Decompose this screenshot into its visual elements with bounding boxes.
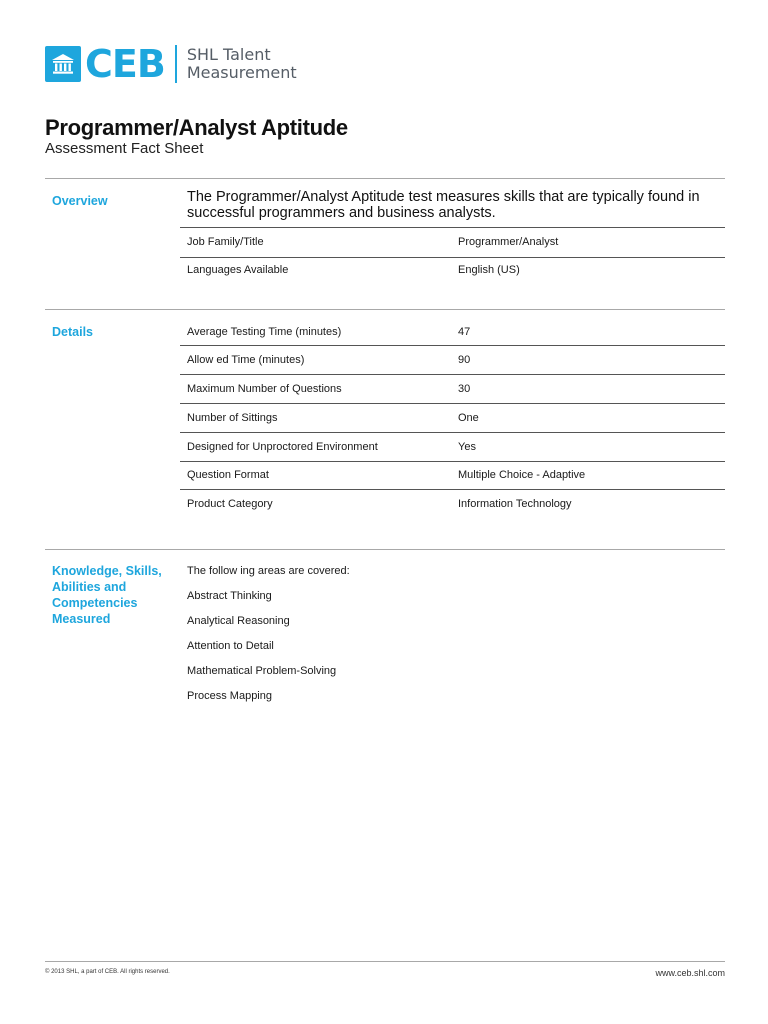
brand-logo (45, 44, 297, 84)
footer-divider (45, 961, 725, 962)
table-row-key: Average Testing Time (minutes) (187, 326, 342, 338)
table-row-key: Number of Sittings (187, 412, 278, 424)
table-row-value: Programmer/Analyst (458, 236, 559, 248)
bank-building-icon (45, 46, 81, 82)
row-divider (180, 432, 725, 433)
table-row-value: 47 (458, 326, 471, 338)
list-item: Analytical Reasoning (187, 615, 290, 627)
page-subtitle: Assessment Fact Sheet (45, 140, 204, 157)
list-item: Process Mapping (187, 690, 272, 702)
copyright-text: © 2013 SHL, a part of CEB. All rights reserved. (45, 969, 170, 975)
table-row-value: Multiple Choice - Adaptive (458, 469, 586, 481)
overview-description: The Programmer/Analyst Aptitude test measures skills that are typically found in successful programmers and business analysts. (187, 189, 700, 221)
table-row-key: Designed for Unproctored Environment (187, 441, 378, 453)
list-item: Abstract Thinking (187, 590, 272, 602)
table-row-value: English (US) (458, 264, 520, 276)
row-divider (180, 227, 725, 228)
table-row-key: Allow ed Time (minutes) (187, 354, 305, 366)
website-link[interactable]: www.ceb.shl.com (655, 968, 725, 978)
row-divider (180, 257, 725, 258)
row-divider (180, 345, 725, 346)
table-row-value: Information Technology (458, 498, 572, 510)
table-row-value: 90 (458, 354, 471, 366)
table-row-key: Maximum Number of Questions (187, 383, 342, 395)
section-divider (45, 178, 725, 179)
table-row-value: One (458, 412, 479, 424)
page-title: Programmer/Analyst Aptitude (45, 115, 348, 140)
logo-divider (175, 45, 177, 83)
list-item: Attention to Detail (187, 640, 274, 652)
table-row-key: Languages Available (187, 264, 289, 276)
table-row-key: Job Family/Title (187, 236, 264, 248)
ksa-label: Knowledge, Skills, Abilities and Competencies Measured (52, 564, 162, 626)
row-divider (180, 374, 725, 375)
details-label: Details (52, 325, 93, 339)
list-item: Mathematical Problem-Solving (187, 665, 337, 677)
logo-tagline (187, 46, 297, 82)
row-divider (180, 489, 725, 490)
logo-tagline-line2: Measurement (186, 63, 297, 82)
ksa-intro: The follow ing areas are covered: (187, 565, 350, 577)
table-row-value: 30 (458, 383, 471, 395)
table-row-value: Yes (458, 441, 476, 453)
logo-wordmark: CEB (85, 42, 165, 86)
overview-label: Overview (52, 194, 108, 208)
table-row-key: Product Category (187, 498, 273, 510)
section-divider (45, 309, 725, 310)
row-divider (180, 403, 725, 404)
logo-tagline-line1: SHL Talent (186, 45, 271, 64)
section-divider (45, 549, 725, 550)
row-divider (180, 461, 725, 462)
table-row-key: Question Format (187, 469, 269, 481)
